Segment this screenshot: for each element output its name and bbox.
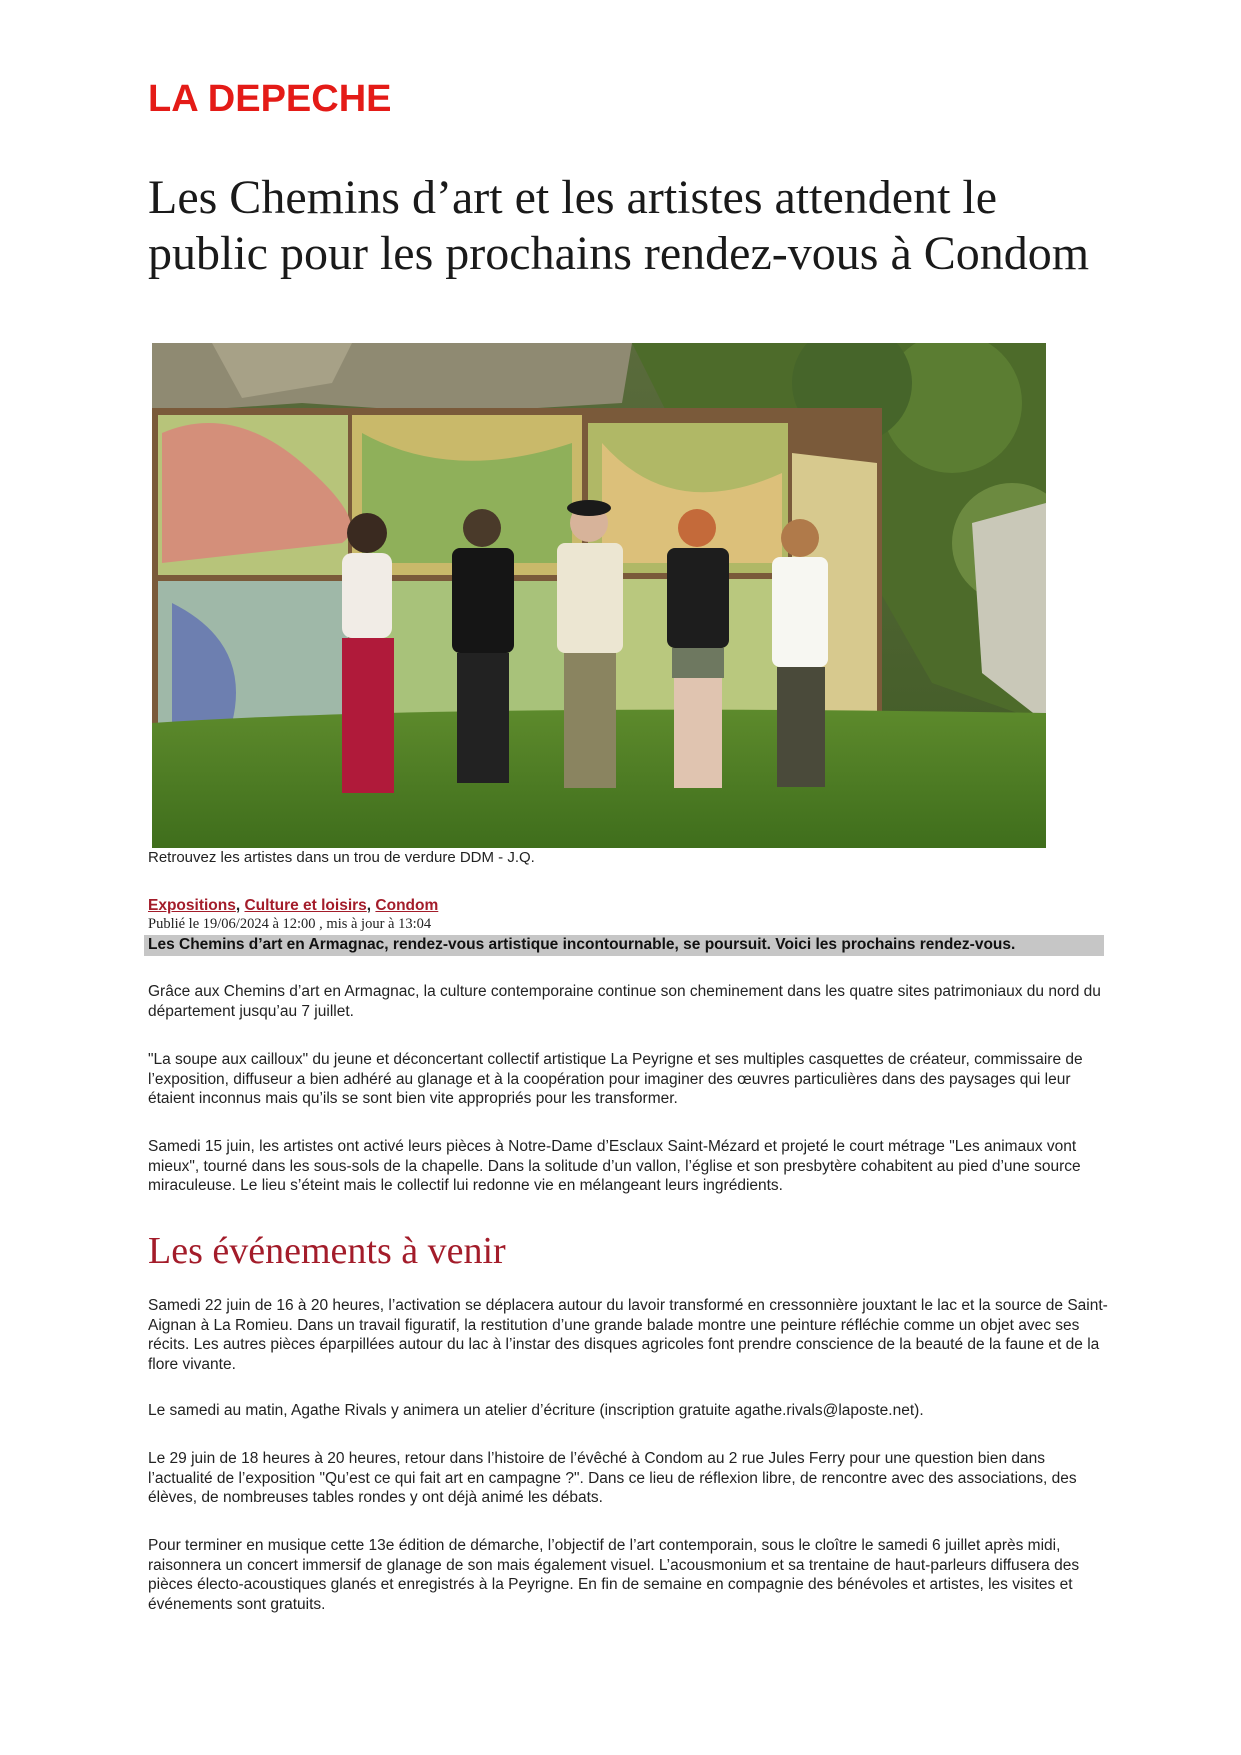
article-paragraph: "La soupe aux cailloux" du jeune et déconcertant collectif artistique La Peyrigne et ses multiples casquettes de créateur, commissaire de l’exposition, diffuseur a bien adhéré au glanage et à la coopération pour imaginer des œuvres particulières dans des paysages qui leur étaient inconnus mais qu’ils se sont bien vite appropriés pour les transformer. xyxy=(148,1051,1083,1107)
tag-expositions-link[interactable]: Expositions xyxy=(148,897,236,914)
event-paragraph: Le 29 juin de 18 heures à 20 heures, retour dans l’histoire de l’évêché à Condom au 2 rue Jules Ferry pour une question bien dans l’actualité de l’exposition "Qu’est ce qui fait art en campagne ?". Dans ce lieu de réflexion libre, de rencontre avec des associations, des élèves, de nombreuses tables rondes y ont déjà animé les débats. xyxy=(148,1450,1077,1506)
section-heading: Les événements à venir xyxy=(148,1230,506,1272)
article-headline: Les Chemins d’art et les artistes attendent le public pour les prochains rendez-vous à Condom xyxy=(148,171,1090,280)
photo-illustration xyxy=(152,343,1046,848)
tag-separator: , xyxy=(366,897,376,914)
article-photo xyxy=(152,343,1046,848)
event-paragraph: Samedi 22 juin de 16 à 20 heures, l’activation se déplacera autour du lavoir transformé en cressonnière jouxtant le lac et la source de Saint-Aignan à La Romieu. Dans un travail figuratif, la restitution d’une grande balade montre une peinture réfléchie comme un objet avec ses récits. Les autres pièces éparpillées autour du lac à l’instar des disques agricoles font prendre conscience de la beauté de la faune et de la flore vivante. xyxy=(148,1297,1108,1373)
tag-list xyxy=(148,897,438,915)
article-lede: Les Chemins d’art en Armagnac, rendez-vous artistique incontournable, se poursuit. Voici les prochains rendez-vous. xyxy=(144,935,1104,956)
article-paragraph: Samedi 15 juin, les artistes ont activé leurs pièces à Notre-Dame d’Esclaux Saint-Mézard et projeté le court métrage "Les animaux vont mieux", tourné dans les sous-sols de la chapelle. Dans la solitude d’un vallon, l’église et son presbytère cohabitent au pied d’une source miraculeuse. Le lieu s’éteint mais le collectif lui redonne vie en mélangeant leurs ingrédients. xyxy=(148,1138,1081,1194)
photo-caption: Retrouvez les artistes dans un trou de verdure DDM - J.Q. xyxy=(148,849,535,866)
tag-culture-loisirs-link[interactable]: Culture et loisirs xyxy=(244,897,367,914)
event-paragraph: Le samedi au matin, Agathe Rivals y animera un atelier d’écriture (inscription gratuite agathe.rivals@laposte.net). xyxy=(148,1402,924,1419)
tag-separator: , xyxy=(235,897,245,914)
event-paragraph: Pour terminer en musique cette 13e édition de démarche, l’objectif de l’art contemporain, sous le cloître le samedi 6 juillet après midi, raisonnera un concert immersif de glanage de son mais également visuel. L’acousmonium et sa trentaine de haut-parleurs diffusera des pièces électo-acoustiques glanés et enregistrés à la Peyrigne. En fin de semaine en compagnie des bénévoles et artistes, les visites et événements sont gratuits. xyxy=(148,1537,1080,1613)
publication-date: Publié le 19/06/2024 à 12:00 , mis à jour à 13:04 xyxy=(148,916,432,932)
tag-condom-link[interactable]: Condom xyxy=(375,897,439,914)
article-paragraph: Grâce aux Chemins d’art en Armagnac, la culture contemporaine continue son cheminement dans les quatre sites patrimoniaux du nord du département jusqu’au 7 juillet. xyxy=(148,983,1101,1020)
masthead-logo: LA DEPECHE xyxy=(148,78,392,120)
